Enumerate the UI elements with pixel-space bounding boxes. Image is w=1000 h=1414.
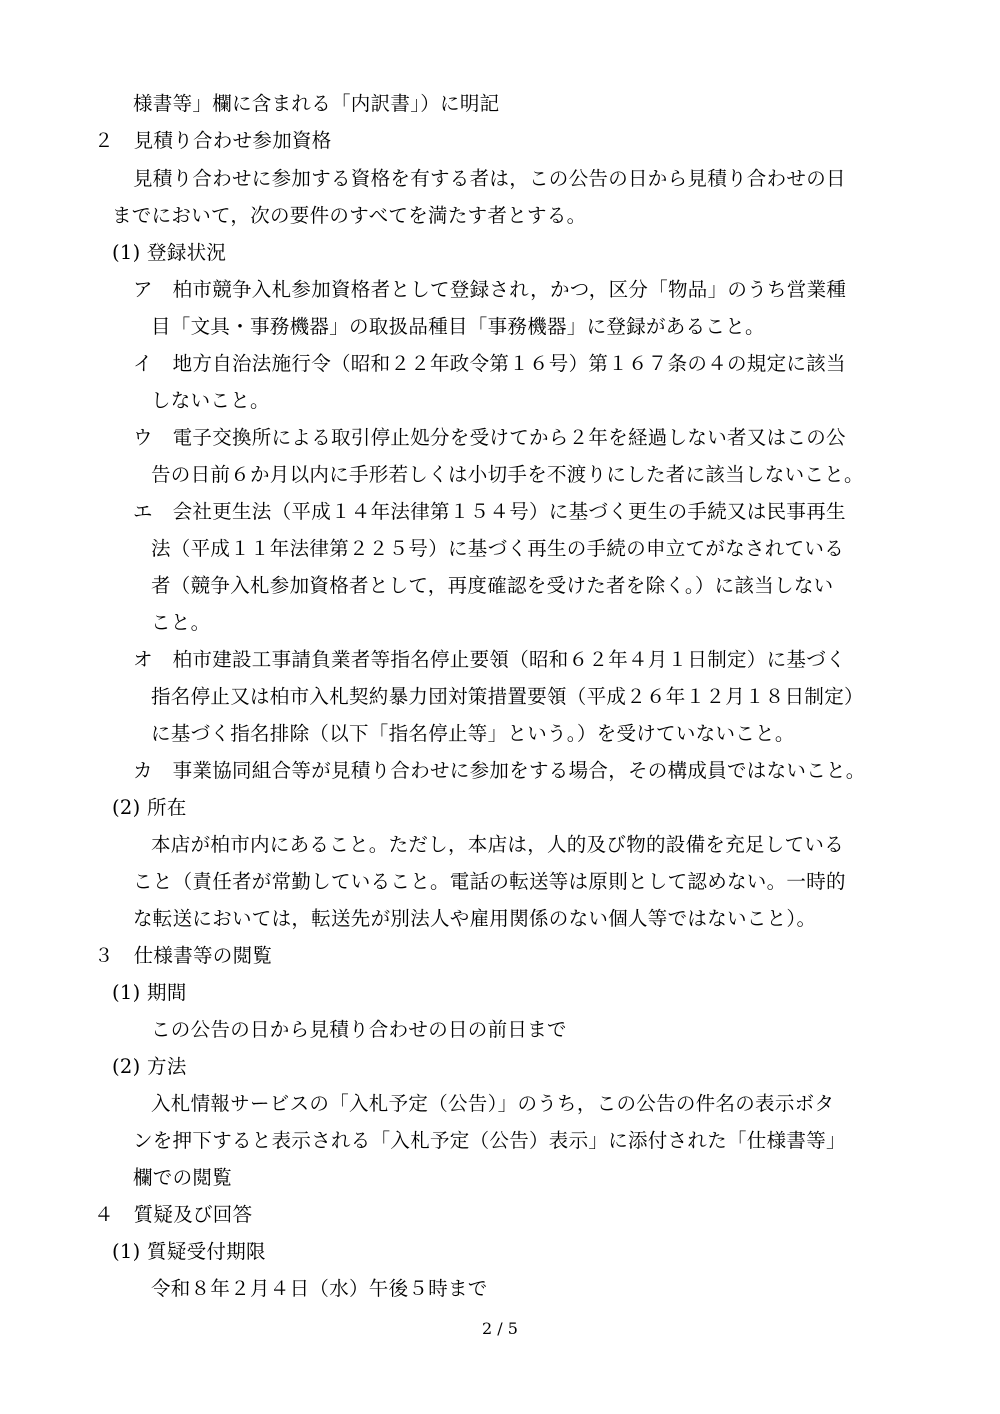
text-line: この公告の日から見積り合わせの日の前日まで (151, 1018, 567, 1041)
text-line: に基づく指名排除（以下「指名停止等」という。）を受けていないこと。 (151, 722, 795, 745)
text-line: 本店が柏市内にあること。ただし，本店は，人的及び物的設備を充足している (151, 833, 845, 856)
text-line: 入札情報サービスの「入札予定（公告）」のうち，この公告の件名の表示ボタ (151, 1092, 835, 1115)
text-line: 様書等」欄に含まれる「内訳書」）に明記 (133, 92, 500, 115)
list-item: ア 柏市競争入札参加資格者として登録され，かつ，区分「物品」のうち営業種 (133, 278, 847, 301)
text-line: 者（競争入札参加資格者として，再度確認を受けた者を除く。）に該当しない (151, 574, 834, 597)
text-line: ンを押下すると表示される「入札予定（公告）表示」に添付された「仕様書等」 (133, 1129, 846, 1152)
text-line: 令和８年２月４日（水）午後５時まで (151, 1277, 488, 1300)
text-line: 法（平成１１年法律第２２５号）に基づく再生の手続の申立てがなされている (151, 537, 845, 560)
text-line: な転送においては，転送先が別法人や雇用関係のない個人等ではないこと）。 (133, 907, 817, 930)
subsection-heading: (1) 登録状況 (112, 241, 227, 264)
subsection-heading: (2) 方法 (112, 1055, 187, 1078)
section-heading: ２ 見積り合わせ参加資格 (94, 129, 332, 152)
list-item: エ 会社更生法（平成１４年法律第１５４号）に基づく更生の手続又は民事再生 (133, 500, 846, 523)
section-heading: ３ 仕様書等の閲覧 (94, 944, 273, 967)
list-item: オ 柏市建設工事請負業者等指名停止要領（昭和６２年４月１日制定）に基づく (133, 648, 846, 671)
text-line: 目「文具・事務機器」の取扱品種目「事務機器」に登録があること。 (151, 315, 765, 338)
text-line: こと（責任者が常勤していること。電話の転送等は原則として認めない。一時的 (133, 870, 846, 893)
subsection-heading: (1) 質疑受付期限 (112, 1240, 266, 1263)
text-line: 見積り合わせに参加する資格を有する者は，この公告の日から見積り合わせの日 (133, 167, 846, 190)
list-item: ウ 電子交換所による取引停止処分を受けてから２年を経過しない者又はこの公 (133, 426, 846, 449)
page-number: 2 / 5 (482, 1319, 518, 1338)
text-line: 指名停止又は柏市入札契約暴力団対策措置要領（平成２６年１２月１８日制定） (151, 685, 864, 708)
list-item: カ 事業協同組合等が見積り合わせに参加をする場合，その構成員ではないこと。 (133, 759, 866, 782)
list-item: イ 地方自治法施行令（昭和２２年政令第１６号）第１６７条の４の規定に該当 (133, 352, 846, 375)
text-line: 告の日前６か月以内に手形若しくは小切手を不渡りにした者に該当しないこと。 (151, 463, 864, 486)
subsection-heading: (1) 期間 (112, 981, 187, 1004)
text-line: 欄での閲覧 (133, 1166, 233, 1189)
subsection-heading: (2) 所在 (112, 796, 187, 819)
text-line: こと。 (151, 611, 211, 634)
text-line: までにおいて，次の要件のすべてを満たす者とする。 (112, 204, 587, 227)
text-line: しないこと。 (151, 389, 270, 412)
section-heading: ４ 質疑及び回答 (94, 1203, 253, 1226)
